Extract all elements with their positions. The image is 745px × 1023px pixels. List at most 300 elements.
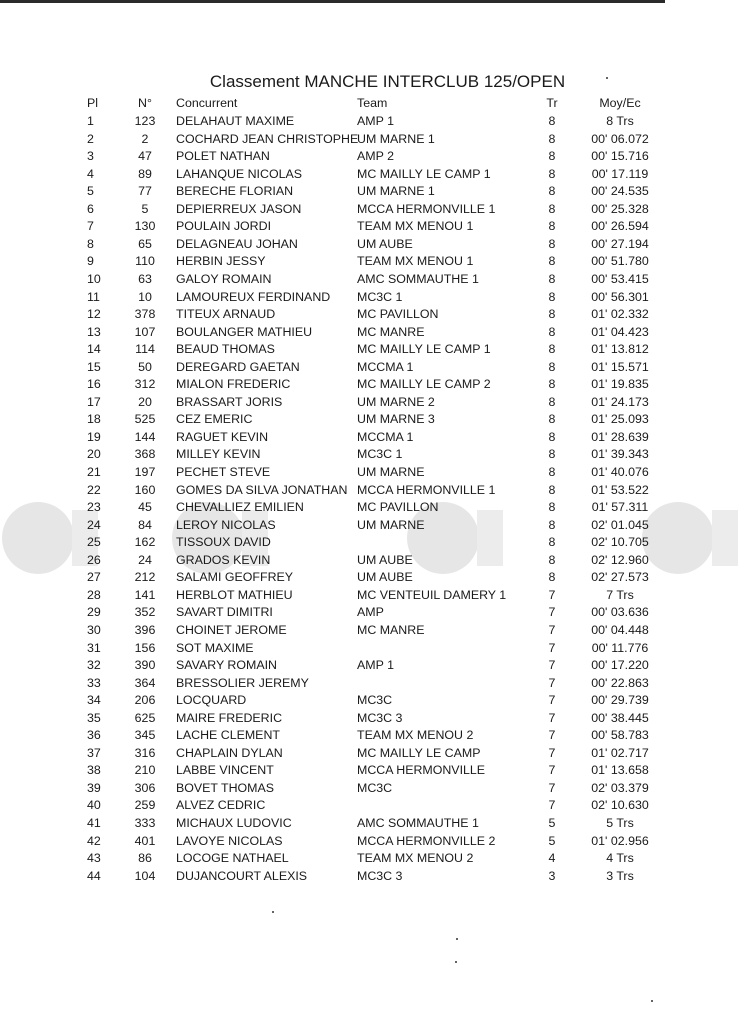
- cell-time: 00' 15.716: [591, 149, 649, 164]
- table-row: [0, 797, 745, 815]
- cell-number: 63: [138, 271, 152, 286]
- cell-place: 38: [87, 763, 101, 778]
- cell-laps: 3: [548, 868, 556, 883]
- cell-time: 02' 03.379: [591, 780, 649, 795]
- cell-number: 84: [138, 517, 152, 532]
- table-row: [0, 517, 745, 535]
- cell-number: 65: [138, 236, 152, 251]
- cell-laps: 5: [548, 833, 556, 848]
- cell-laps: 8: [548, 271, 556, 286]
- cell-competitor: BRESSOLIER JEREMY: [176, 675, 309, 690]
- cell-team: MCCA HERMONVILLE: [357, 763, 486, 778]
- table-row: [0, 289, 745, 307]
- table-row: [0, 482, 745, 500]
- cell-number: 352: [134, 605, 156, 620]
- cell-competitor: PECHET STEVE: [176, 465, 271, 479]
- cell-team: AMP: [357, 605, 384, 620]
- cell-laps: 8: [548, 289, 556, 304]
- cell-place: 43: [87, 851, 101, 866]
- cell-laps: 8: [548, 184, 556, 199]
- cell-laps: 7: [548, 640, 556, 655]
- cell-competitor: TISSOUX DAVID: [176, 535, 271, 550]
- cell-competitor: DUJANCOURT ALEXIS: [176, 868, 308, 883]
- cell-team: AMC SOMMAUTHE 1: [357, 271, 479, 286]
- cell-laps: 8: [548, 359, 556, 374]
- cell-place: 33: [87, 675, 101, 690]
- cell-place: 3: [87, 149, 94, 164]
- cell-laps: 4: [548, 851, 556, 866]
- cell-time: 01' 13.812: [591, 342, 649, 357]
- cell-number: 333: [134, 816, 156, 830]
- cell-number: 104: [134, 868, 156, 883]
- cell-time: 01' 53.522: [591, 482, 649, 497]
- cell-number: 141: [134, 587, 156, 602]
- cell-number: 114: [135, 342, 155, 357]
- cell-competitor: MAIRE FREDERIC: [176, 710, 283, 725]
- cell-laps: 7: [548, 728, 556, 743]
- cell-team: MC MANRE: [357, 622, 425, 637]
- table-row: [0, 657, 745, 675]
- cell-team: MC3C 3: [357, 710, 403, 725]
- table-row: [0, 376, 745, 394]
- cell-laps: 8: [548, 324, 556, 339]
- cell-time: 02' 01.045: [591, 517, 649, 532]
- cell-laps: 5: [548, 816, 556, 830]
- cell-competitor: MILLEY KEVIN: [176, 447, 261, 462]
- cell-competitor: BERECHE FLORIAN: [176, 184, 294, 199]
- cell-time: 01' 19.835: [591, 377, 649, 392]
- cell-competitor: ALVEZ CEDRIC: [176, 798, 266, 813]
- cell-team: UM AUBE: [357, 552, 413, 567]
- cell-laps: 8: [548, 166, 556, 181]
- cell-team: MCCA HERMONVILLE 1: [357, 482, 496, 497]
- header-time: Moy/Ec: [599, 96, 641, 110]
- table-row: [0, 218, 745, 236]
- cell-time: 01' 13.658: [591, 763, 649, 778]
- cell-time: 00' 51.780: [591, 254, 649, 269]
- cell-time: 5 Trs: [606, 816, 634, 830]
- cell-number: 50: [138, 359, 152, 374]
- cell-competitor: SALAMI GEOFFREY: [176, 570, 294, 585]
- table-row: [0, 359, 745, 377]
- table-row: [0, 394, 745, 412]
- cell-team: MC MAILLY LE CAMP: [357, 745, 481, 760]
- cell-competitor: POULAIN JORDI: [176, 219, 272, 234]
- cell-time: 00' 56.301: [591, 289, 649, 304]
- cell-team: MCCA HERMONVILLE 1: [357, 201, 496, 216]
- cell-time: 02' 27.573: [591, 570, 649, 585]
- cell-time: 00' 06.072: [591, 131, 649, 146]
- table-row: [0, 727, 745, 745]
- cell-competitor: GOMES DA SILVA JONATHAN: [176, 482, 348, 497]
- cell-team: MC3C 1: [357, 447, 403, 462]
- cell-team: MCCMA 1: [357, 429, 414, 444]
- cell-competitor: HERBIN JESSY: [176, 254, 266, 269]
- cell-number: 390: [134, 658, 156, 673]
- scan-speck: [455, 961, 457, 963]
- cell-team: UM MARNE 1: [357, 184, 435, 199]
- cell-competitor: MICHAUX LUDOVIC: [176, 816, 292, 830]
- cell-place: 37: [87, 745, 101, 760]
- table-row: [0, 253, 745, 271]
- cell-team: MCCA HERMONVILLE 2: [357, 833, 496, 848]
- cell-time: 00' 53.415: [591, 271, 649, 286]
- cell-place: 20: [87, 447, 101, 462]
- cell-team: UM AUBE: [357, 570, 413, 585]
- cell-number: 212: [134, 570, 156, 585]
- cell-laps: 7: [548, 622, 556, 637]
- cell-laps: 7: [548, 798, 556, 813]
- table-row: [0, 815, 745, 833]
- cell-time: 7 Trs: [606, 587, 634, 602]
- cell-laps: 7: [548, 587, 556, 602]
- cell-number: 160: [134, 482, 156, 497]
- cell-laps: 8: [548, 412, 556, 427]
- cell-team: AMC SOMMAUTHE 1: [357, 816, 479, 830]
- cell-time: 3 Trs: [606, 868, 634, 883]
- cell-team: UM MARNE: [357, 465, 425, 479]
- table-row: [0, 868, 745, 886]
- cell-time: 01' 15.571: [591, 359, 649, 374]
- cell-number: 312: [134, 377, 156, 392]
- cell-team: MC VENTEUIL DAMERY 1: [357, 587, 507, 602]
- cell-team: MC3C 3: [357, 868, 403, 883]
- scan-speck: [606, 77, 608, 79]
- cell-place: 19: [87, 429, 101, 444]
- scan-speck: [456, 938, 458, 940]
- cell-laps: 8: [548, 219, 556, 234]
- cell-place: 44: [87, 868, 101, 883]
- cell-competitor: SAVARY ROMAIN: [176, 658, 277, 673]
- cell-place: 4: [87, 166, 94, 181]
- cell-competitor: CHAPLAIN DYLAN: [176, 745, 283, 760]
- table-row: [0, 183, 745, 201]
- cell-team: TEAM MX MENOU 1: [357, 219, 474, 234]
- header-number: N°: [138, 96, 152, 110]
- cell-laps: 8: [548, 552, 556, 567]
- cell-number: 368: [134, 447, 156, 462]
- cell-time: 00' 38.445: [591, 710, 649, 725]
- cell-number: 24: [138, 552, 152, 567]
- table-row: [0, 745, 745, 763]
- cell-time: 00' 17.220: [591, 658, 649, 673]
- cell-team: AMP 2: [357, 149, 394, 164]
- cell-laps: 8: [548, 429, 556, 444]
- cell-place: 1: [87, 114, 94, 128]
- cell-time: 00' 11.776: [591, 640, 649, 655]
- cell-place: 13: [87, 324, 101, 339]
- cell-time: 00' 29.739: [591, 693, 649, 708]
- cell-time: 8 Trs: [606, 114, 634, 128]
- cell-place: 11: [87, 289, 100, 304]
- cell-team: MC PAVILLON: [357, 500, 439, 515]
- cell-competitor: POLET NATHAN: [176, 149, 270, 164]
- cell-laps: 8: [548, 447, 556, 462]
- cell-time: 00' 25.328: [591, 201, 649, 216]
- cell-place: 14: [87, 342, 101, 357]
- cell-competitor: BOULANGER MATHIEU: [176, 324, 313, 339]
- table-row: [0, 271, 745, 289]
- cell-time: 00' 24.535: [591, 184, 649, 199]
- cell-number: 197: [134, 465, 156, 479]
- cell-competitor: BOVET THOMAS: [176, 780, 274, 795]
- cell-time: 00' 03.636: [591, 605, 649, 620]
- cell-place: 25: [87, 535, 101, 550]
- cell-place: 26: [87, 552, 101, 567]
- cell-laps: 8: [548, 517, 556, 532]
- cell-competitor: BEAUD THOMAS: [176, 342, 275, 357]
- cell-number: 5: [141, 201, 149, 216]
- cell-competitor: CHEVALLIEZ EMILIEN: [176, 500, 304, 515]
- table-row: [0, 587, 745, 605]
- cell-competitor: COCHARD JEAN CHRISTOPHE: [176, 131, 359, 146]
- cell-laps: 8: [548, 236, 556, 251]
- table-row: [0, 113, 745, 131]
- cell-laps: 8: [548, 114, 556, 128]
- cell-place: 36: [87, 728, 101, 743]
- header-competitor: Concurrent: [176, 96, 238, 110]
- cell-laps: 8: [548, 342, 556, 357]
- table-row: [0, 604, 745, 622]
- cell-place: 5: [87, 184, 94, 199]
- cell-place: 24: [87, 517, 101, 532]
- cell-team: TEAM MX MENOU 1: [357, 254, 474, 269]
- cell-number: 396: [134, 622, 156, 637]
- cell-number: 47: [138, 149, 152, 164]
- table-row: [0, 324, 745, 342]
- cell-place: 30: [87, 622, 101, 637]
- table-row: [0, 429, 745, 447]
- table-row: [0, 622, 745, 640]
- cell-place: 34: [87, 693, 101, 708]
- cell-number: 144: [134, 429, 156, 444]
- cell-laps: 7: [548, 745, 556, 760]
- cell-laps: 8: [548, 394, 556, 409]
- cell-place: 28: [87, 587, 101, 602]
- cell-time: 01' 40.076: [591, 465, 649, 479]
- cell-competitor: GALOY ROMAIN: [176, 271, 272, 286]
- table-row: [0, 446, 745, 464]
- page-title: Classement MANCHE INTERCLUB 125/OPEN: [209, 72, 566, 91]
- cell-place: 27: [87, 570, 101, 585]
- table-row: [0, 201, 745, 219]
- cell-competitor: LOCOGE NATHAEL: [176, 851, 289, 866]
- cell-number: 10: [138, 289, 152, 304]
- cell-laps: 8: [548, 254, 556, 269]
- cell-place: 15: [87, 359, 101, 374]
- cell-competitor: SAVART DIMITRI: [176, 605, 273, 620]
- cell-number: 316: [134, 745, 156, 760]
- table-row: [0, 411, 745, 429]
- table-row: [0, 833, 745, 851]
- cell-competitor: LAVOYE NICOLAS: [176, 833, 283, 848]
- cell-number: 45: [138, 500, 152, 515]
- cell-place: 16: [87, 377, 101, 392]
- cell-team: UM MARNE 3: [357, 412, 435, 427]
- table-row: [0, 499, 745, 517]
- cell-place: 23: [87, 500, 101, 515]
- cell-laps: 8: [548, 131, 556, 146]
- cell-number: 77: [138, 184, 152, 199]
- cell-competitor: DELAHAUT MAXIME: [176, 114, 295, 128]
- cell-team: UM MARNE 1: [357, 131, 435, 146]
- cell-laps: 7: [548, 675, 556, 690]
- cell-competitor: DEPIERREUX JASON: [176, 201, 302, 216]
- cell-time: 01' 04.423: [591, 324, 649, 339]
- cell-laps: 8: [548, 535, 556, 550]
- cell-laps: 8: [548, 465, 556, 479]
- cell-place: 31: [87, 640, 101, 655]
- cell-place: 40: [87, 798, 101, 813]
- top-border-line: [0, 0, 665, 3]
- cell-competitor: LAMOUREUX FERDINAND: [176, 289, 331, 304]
- cell-place: 35: [87, 710, 101, 725]
- cell-time: 00' 58.783: [591, 728, 649, 743]
- table-row: [0, 131, 745, 149]
- table-row: [0, 640, 745, 658]
- cell-place: 6: [87, 201, 94, 216]
- cell-number: 364: [134, 675, 156, 690]
- table-row: [0, 762, 745, 780]
- cell-competitor: GRADOS KEVIN: [176, 552, 271, 567]
- cell-time: 02' 10.705: [591, 535, 649, 550]
- cell-team: MC PAVILLON: [357, 307, 439, 322]
- cell-number: 378: [134, 307, 156, 322]
- header-team: Team: [357, 96, 388, 110]
- cell-laps: 7: [548, 710, 556, 725]
- cell-time: 01' 02.717: [591, 745, 649, 760]
- cell-place: 32: [87, 658, 101, 673]
- cell-number: 206: [134, 693, 156, 708]
- cell-competitor: SOT MAXIME: [176, 640, 254, 655]
- cell-place: 8: [87, 236, 94, 251]
- cell-team: MC3C: [357, 693, 393, 708]
- cell-time: 00' 04.448: [591, 622, 649, 637]
- cell-team: UM MARNE: [357, 517, 425, 532]
- cell-team: MCCMA 1: [357, 359, 414, 374]
- cell-time: 00' 17.119: [591, 166, 649, 181]
- cell-laps: 8: [548, 500, 556, 515]
- table-row: [0, 236, 745, 254]
- cell-time: 02' 12.960: [591, 552, 649, 567]
- cell-place: 10: [87, 271, 101, 286]
- cell-team: UM AUBE: [357, 236, 413, 251]
- cell-place: 17: [87, 394, 101, 409]
- cell-laps: 8: [548, 201, 556, 216]
- cell-time: 01' 25.093: [591, 412, 649, 427]
- table-row: [0, 166, 745, 184]
- cell-laps: 8: [548, 482, 556, 497]
- cell-place: 18: [87, 412, 101, 427]
- table-row: [0, 569, 745, 587]
- cell-place: 39: [87, 780, 101, 795]
- table-row: [0, 534, 745, 552]
- cell-competitor: LABBE VINCENT: [176, 763, 274, 778]
- cell-place: 2: [87, 131, 94, 146]
- cell-competitor: DELAGNEAU JOHAN: [176, 236, 298, 251]
- table-row: [0, 148, 745, 166]
- cell-team: AMP 1: [357, 658, 394, 673]
- cell-competitor: LOCQUARD: [176, 693, 247, 708]
- cell-place: 29: [87, 605, 101, 620]
- cell-team: MC MANRE: [357, 324, 425, 339]
- cell-team: MC3C 1: [357, 289, 403, 304]
- cell-competitor: HERBLOT MATHIEU: [176, 587, 293, 602]
- cell-laps: 8: [548, 149, 556, 164]
- cell-time: 01' 28.639: [591, 429, 649, 444]
- cell-place: 12: [87, 307, 101, 322]
- cell-number: 306: [134, 780, 156, 795]
- cell-number: 525: [134, 412, 156, 427]
- cell-number: 86: [138, 851, 152, 866]
- cell-competitor: CEZ EMERIC: [176, 412, 253, 427]
- cell-number: 162: [134, 535, 156, 550]
- cell-number: 259: [134, 798, 156, 813]
- scan-speck: [272, 911, 274, 913]
- cell-competitor: LACHE CLEMENT: [176, 728, 280, 743]
- cell-time: 00' 27.194: [591, 236, 649, 251]
- cell-time: 01' 39.343: [591, 447, 649, 462]
- cell-laps: 7: [548, 693, 556, 708]
- cell-team: MC MAILLY LE CAMP 1: [357, 342, 491, 357]
- cell-competitor: DEREGARD GAETAN: [176, 359, 300, 374]
- cell-place: 22: [87, 482, 101, 497]
- cell-team: AMP 1: [357, 114, 394, 128]
- cell-time: 02' 10.630: [591, 798, 649, 813]
- cell-laps: 7: [548, 780, 556, 795]
- cell-competitor: RAGUET KEVIN: [176, 429, 269, 444]
- cell-competitor: MIALON FREDERIC: [176, 377, 291, 392]
- cell-competitor: CHOINET JEROME: [176, 622, 287, 637]
- cell-laps: 8: [548, 570, 556, 585]
- table-row: [0, 692, 745, 710]
- table-row: [0, 710, 745, 728]
- cell-number: 156: [134, 640, 156, 655]
- cell-place: 42: [87, 833, 101, 848]
- cell-number: 2: [141, 131, 149, 146]
- table-row: [0, 552, 745, 570]
- cell-laps: 7: [548, 658, 556, 673]
- cell-competitor: TITEUX ARNAUD: [176, 307, 276, 322]
- cell-team: MC MAILLY LE CAMP 2: [357, 377, 491, 392]
- cell-competitor: LAHANQUE NICOLAS: [176, 166, 303, 181]
- cell-place: 41: [87, 816, 101, 830]
- table-row: [0, 850, 745, 868]
- cell-time: 4 Trs: [606, 851, 634, 866]
- table-row: [0, 464, 745, 482]
- cell-number: 130: [134, 219, 156, 234]
- cell-number: 20: [138, 394, 152, 409]
- cell-competitor: BRASSART JORIS: [176, 394, 283, 409]
- table-row: [0, 675, 745, 693]
- cell-laps: 8: [548, 307, 556, 322]
- table-row: [0, 341, 745, 359]
- scan-speck: [651, 1000, 653, 1002]
- table-row: [0, 780, 745, 798]
- cell-team: UM MARNE 2: [357, 394, 435, 409]
- cell-place: 7: [87, 219, 94, 234]
- cell-time: 00' 22.863: [591, 675, 649, 690]
- cell-laps: 7: [548, 763, 556, 778]
- cell-team: TEAM MX MENOU 2: [357, 728, 474, 743]
- cell-place: 9: [87, 254, 94, 269]
- table-header: [0, 95, 745, 113]
- cell-time: 01' 57.311: [591, 500, 649, 515]
- cell-team: MC MAILLY LE CAMP 1: [357, 166, 491, 181]
- header-laps: Tr: [546, 96, 558, 110]
- cell-laps: 8: [548, 377, 556, 392]
- cell-team: MC3C: [357, 780, 393, 795]
